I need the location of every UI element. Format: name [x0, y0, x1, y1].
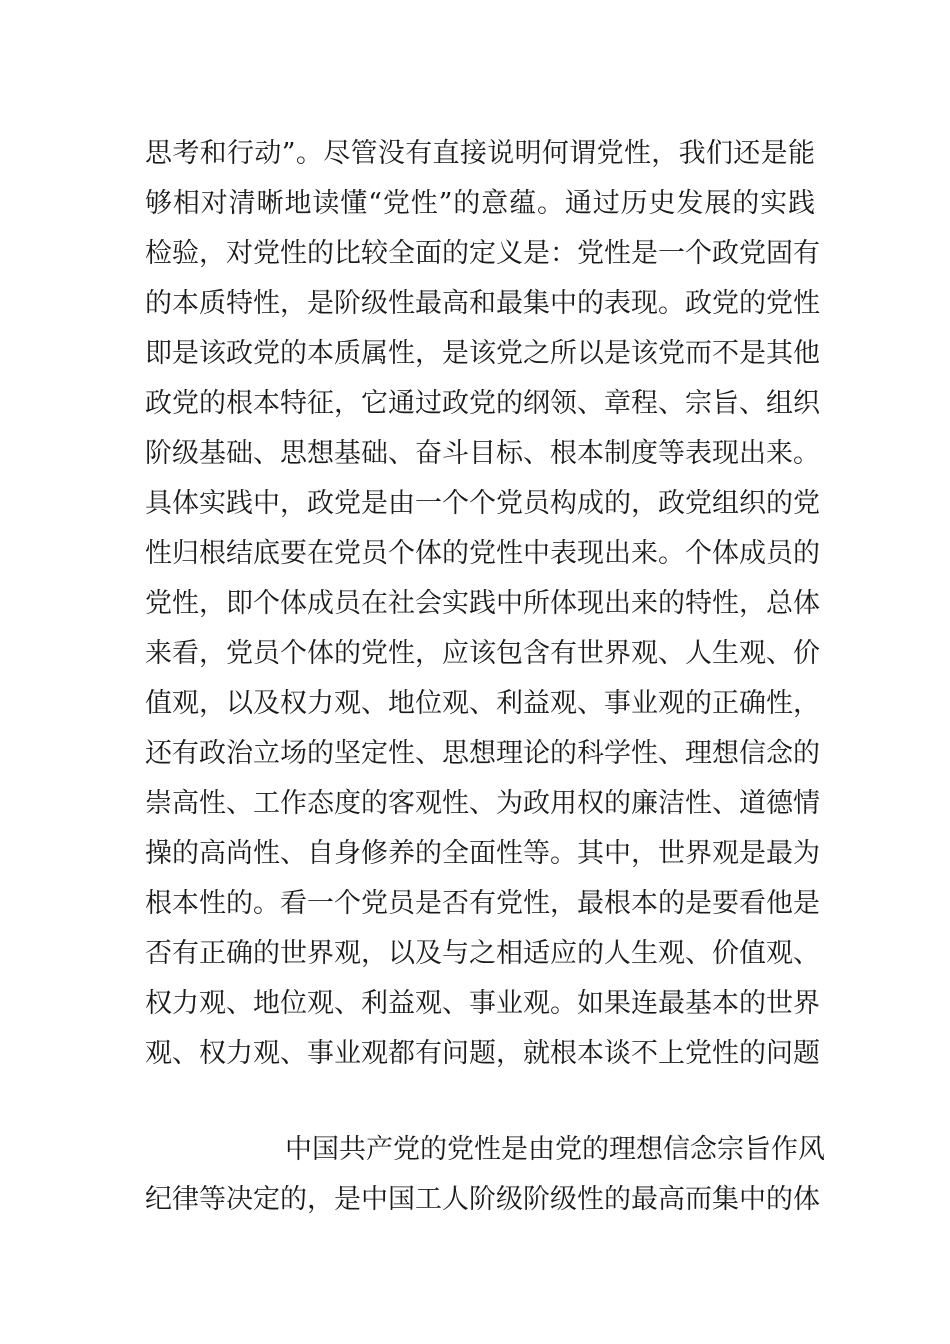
text-line: 还有政治立场的坚定性、思想理论的科学性、理想信念的: [145, 738, 820, 769]
text-line: 根本性的。看一个党员是否有党性，最根本的是要看他是: [145, 888, 820, 919]
text-line: 纪律等决定的，是中国工人阶级阶级性的最高而集中的体: [145, 1184, 820, 1215]
text-line: 党性，即个体成员在社会实践中所体现出来的特性，总体: [145, 588, 820, 619]
text-line: 中国共产党的党性是由党的理想信念宗旨作风: [285, 1134, 825, 1165]
text-line: 性归根结底要在党员个体的党性中表现出来。个体成员的: [145, 538, 820, 569]
text-line: 即是该政党的本质属性，是该党之所以是该党而不是其他: [145, 338, 820, 369]
text-line: 政党的根本特征，它通过政党的纲领、章程、宗旨、组织: [145, 388, 820, 419]
text-line: 阶级基础、思想基础、奋斗目标、根本制度等表现出来。: [145, 438, 820, 469]
text-line: 权力观、地位观、利益观、事业观。如果连最基本的世界: [145, 988, 820, 1019]
text-line: 值观，以及权力观、地位观、利益观、事业观的正确性，: [145, 688, 820, 719]
text-line: 来看，党员个体的党性，应该包含有世界观、人生观、价: [145, 638, 820, 669]
text-line: 崇高性、工作态度的客观性、为政用权的廉洁性、道德情: [145, 788, 820, 819]
text-line: 检验，对党性的比较全面的定义是：党性是一个政党固有: [145, 238, 820, 269]
text-line: 的本质特性，是阶级性最高和最集中的表现。政党的党性: [145, 288, 820, 319]
text-line: 思考和行动”。尽管没有直接说明何谓党性，我们还是能: [145, 138, 815, 169]
text-line: 否有正确的世界观，以及与之相适应的人生观、价值观、: [145, 938, 820, 969]
text-line: 够相对清晰地读懂“党性”的意蕴。通过历史发展的实践: [145, 188, 815, 219]
text-line: 观、权力观、事业观都有问题，就根本谈不上党性的问题: [145, 1038, 820, 1069]
text-line: 具体实践中，政党是由一个个党员构成的，政党组织的党: [145, 488, 820, 519]
text-line: 操的高尚性、自身修养的全面性等。其中，世界观是最为: [145, 838, 820, 869]
